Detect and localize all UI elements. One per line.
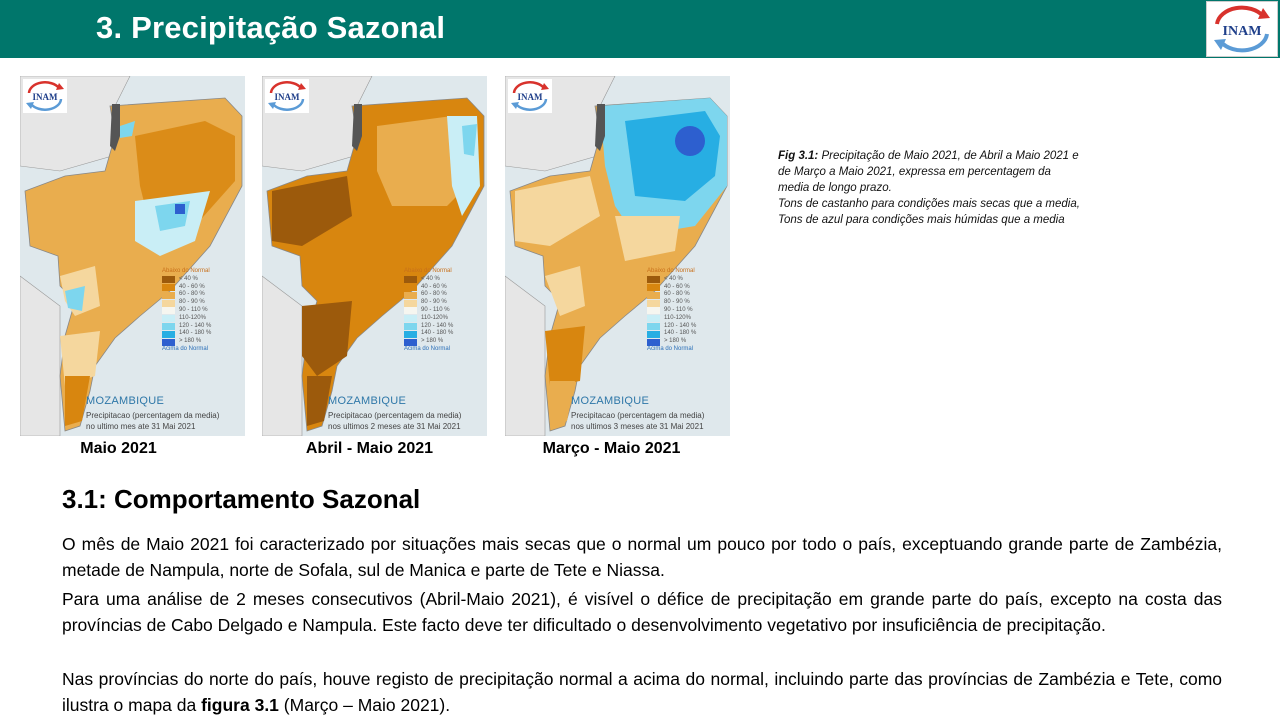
- map-legend: Abaixo do Normal < 40 % 40 - 60 % 60 - 80 % 80 - 90 % 90 - 110 % 110-120% 120 - 140 % 140 - 180 % > 180 % Acima do Normal: [404, 268, 454, 352]
- figure-note: Fig 3.1: Precipitação de Maio 2021, de Abril a Maio 2021 e de Março a Maio 2021, expressa em percentagem da media de longo prazo. Tons de castanho para condições mais secas que a media, Tons de azul para condições mais húmidas que a media: [778, 150, 1080, 226]
- map-caption: Abril - Maio 2021: [305, 440, 434, 457]
- svg-text:INAM: INAM: [517, 92, 543, 102]
- map-legend: Abaixo do Normal < 40 % 40 - 60 % 60 - 80 % 80 - 90 % 90 - 110 % 110-120% 120 - 140 % 140 - 180 % > 180 % Acima do Normal: [647, 268, 697, 352]
- map-description: Precipitacao (percentagem da media) no ultimo mes ate 31 Mai 2021: [86, 411, 220, 431]
- legend-footer: Acima do Normal: [162, 345, 209, 352]
- map-description: Precipitacao (percentagem da media) nos ultimos 2 meses ate 31 Mai 2021: [328, 411, 462, 431]
- map-country-label: MOZAMBIQUE: [571, 395, 650, 407]
- map-country-label: MOZAMBIQUE: [328, 395, 407, 407]
- header-bar: [0, 0, 1280, 58]
- svg-text:INAM: INAM: [274, 92, 300, 102]
- legend-heading: Abaixo do Normal: [404, 268, 452, 274]
- map-maio-2021: [20, 76, 245, 436]
- page-title: 3. Precipitação Sazonal: [96, 10, 446, 45]
- inam-logo: [1206, 1, 1278, 57]
- map-caption: Março - Maio 2021: [542, 440, 681, 457]
- figure-reference: figura 3.1: [201, 695, 279, 715]
- logo-text: INAM: [1222, 24, 1262, 39]
- figure-label: Fig 3.1:: [778, 150, 819, 162]
- svg-text:INAM: INAM: [32, 92, 58, 102]
- map-abril-maio-2021: [262, 76, 487, 436]
- map-caption: Maio 2021: [80, 440, 157, 457]
- section-title: 3.1: Comportamento Sazonal: [62, 484, 421, 514]
- inam-mini-logo: [265, 79, 309, 113]
- inam-mini-logo: [508, 79, 552, 113]
- paragraph-2: Para uma análise de 2 meses consecutivos (Abril-Maio 2021), é visível o défice de precipitação em grande parte do país, excepto na costa das províncias de Cabo Delgado e Nampula. Este facto deve ter dificultado o desenvolvimento vegetativo por insuficiência de precipitação.: [62, 589, 1222, 635]
- inam-mini-logo: [23, 79, 67, 113]
- paragraph-3: Nas províncias do norte do país, houve registo de precipitação normal a acima do normal, incluindo parte das províncias de Zambézia e Tete, como ilustra o mapa da figura 3.1 (Março – Maio 2021).: [62, 669, 1222, 715]
- paragraph-1: O mês de Maio 2021 foi caracterizado por situações mais secas que o normal um pouco por todo o país, exceptuando grande parte de Zambézia, metade de Nampula, norte de Sofala, sul de Manica e parte de Tete e Niassa.: [62, 534, 1222, 580]
- map-country-label: MOZAMBIQUE: [86, 395, 165, 407]
- map-description: Precipitacao (percentagem da media) nos ultimos 3 meses ate 31 Mai 2021: [571, 411, 705, 431]
- legend-heading: Abaixo do Normal: [162, 268, 210, 274]
- legend-footer: Acima do Normal: [404, 345, 451, 352]
- legend-footer: Acima do Normal: [647, 345, 694, 352]
- map-legend: Abaixo do Normal < 40 % 40 - 60 % 60 - 80 % 80 - 90 % 90 - 110 % 110-120% 120 - 140 % 140 - 180 % > 180 % Acima do Normal: [162, 268, 212, 352]
- map-marco-maio-2021: [505, 76, 730, 436]
- legend-heading: Abaixo do Normal: [647, 268, 695, 274]
